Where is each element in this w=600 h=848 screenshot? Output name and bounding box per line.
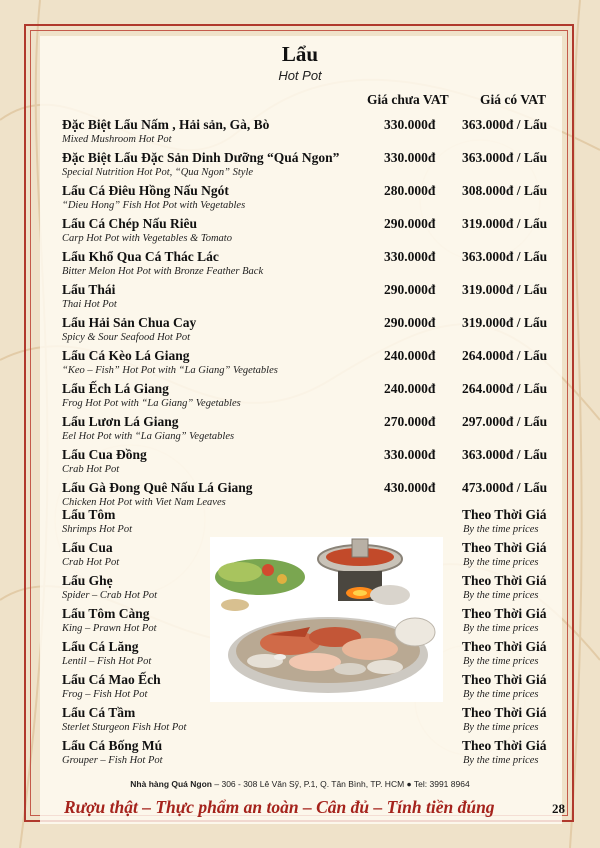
dish-name: Lẩu Ghẹ [62,573,113,588]
dish-name: Lẩu Ếch Lá Giang [62,381,169,396]
price-pre-vat: 330.000đ [384,117,436,132]
dish-english-name: Special Nutrition Hot Pot, “Qua Ngon” Style [62,167,254,178]
dish-name: Lẩu Cá Lăng [62,639,139,654]
market-price-label: Theo Thời Giá [462,705,547,720]
dish-english-name: Spider – Crab Hot Pot [62,590,158,601]
market-price-label: Theo Thời Giá [462,507,547,522]
footer-business-name: Nhà hàng Quá Ngon [130,779,212,789]
dish-name: Lẩu Cua Đồng [62,447,147,462]
price-pre-vat: 290.000đ [384,282,436,297]
dish-english-name: Lentil – Fish Hot Pot [62,656,152,667]
market-price-english: By the time prices [463,755,539,766]
menu-item [0,216,600,249]
dish-name: Lẩu Khổ Qua Cá Thác Lác [62,249,219,264]
dish-name: Lẩu Cá Mao Ếch [62,672,161,687]
menu-item [0,414,600,447]
market-price-label: Theo Thời Giá [462,672,547,687]
menu-item [0,348,600,381]
dish-english-name: Shrimps Hot Pot [62,524,133,535]
menu-item [0,183,600,216]
market-price-english: By the time prices [463,557,539,568]
menu-item-market-price [0,573,600,606]
market-price-english: By the time prices [463,590,539,601]
footer-address: Nhà hàng Quá Ngon – 306 - 308 Lê Văn Sỹ, P.1, Q. Tân Bình, TP. HCM ● Tel: 3991 8964 [130,779,470,789]
bullet-icon: ● [406,779,412,789]
menu-item [0,150,600,183]
menu-item [0,381,600,414]
dish-english-name: Sterlet Sturgeon Fish Hot Pot [62,722,187,733]
menu-item-market-price [0,705,600,738]
footer-slogan: Rượu thật – Thực phẩm an toàn – Cân đủ – Tính tiền đúng [64,797,495,817]
price-with-vat: 264.000đ / Lẩu [462,381,548,396]
dish-english-name: Carp Hot Pot with Vegetables & Tomato [62,233,232,244]
dish-name: Lẩu Gà Đong Quê Nấu Lá Giang [62,480,253,495]
dish-name: Lẩu Lươn Lá Giang [62,414,179,429]
dish-english-name: Thai Hot Pot [62,299,117,310]
dish-name: Lẩu Cá Bống Mú [62,738,163,753]
price-pre-vat: 330.000đ [384,447,436,462]
price-with-vat: 264.000đ / Lẩu [462,348,548,363]
price-pre-vat: 330.000đ [384,150,436,165]
dish-name: Lẩu Hải Sản Chua Cay [62,315,197,330]
menu-item-market-price [0,738,600,771]
market-price-label: Theo Thời Giá [462,606,547,621]
menu-subtitle: Hot Pot [278,68,322,83]
dish-english-name: Mixed Mushroom Hot Pot [62,134,172,145]
dish-english-name: Bitter Melon Hot Pot with Bronze Feather Back [62,266,264,277]
market-price-english: By the time prices [463,623,539,634]
dish-name: Lẩu Cá Tầm [62,705,136,720]
price-with-vat: 297.000đ / Lẩu [462,414,548,429]
dish-name: Lẩu Cua [62,540,113,555]
menu-title: Lẩu [281,42,319,66]
footer-phone: Tel: 3991 8964 [413,779,470,789]
dish-english-name: Spicy & Sour Seafood Hot Pot [62,332,191,343]
price-with-vat: 363.000đ / Lẩu [462,249,548,264]
dish-name: Lẩu Tôm [62,507,116,522]
market-price-english: By the time prices [463,722,539,733]
menu-item-market-price [0,639,600,672]
price-pre-vat: 330.000đ [384,249,436,264]
menu-item [0,447,600,480]
price-with-vat: 363.000đ / Lẩu [462,447,548,462]
dish-name: Lẩu Thái [62,282,116,297]
menu-item-market-price [0,672,600,705]
dish-english-name: Frog – Fish Hot Pot [62,689,148,700]
market-price-english: By the time prices [463,689,539,700]
menu-item-market-price [0,507,600,540]
dish-english-name: Crab Hot Pot [62,464,120,475]
price-pre-vat: 240.000đ [384,348,436,363]
price-with-vat: 319.000đ / Lẩu [462,315,548,330]
dish-english-name: Eel Hot Pot with “La Giang” Vegetables [62,431,235,442]
menu-item [0,282,600,315]
market-price-label: Theo Thời Giá [462,639,547,654]
price-pre-vat: 270.000đ [384,414,436,429]
price-with-vat: 363.000đ / Lẩu [462,150,548,165]
menu-item-market-price [0,606,600,639]
dish-name: Đặc Biệt Lẩu Đặc Sản Dinh Dưỡng “Quá Ngon” [62,150,340,165]
dish-english-name: Grouper – Fish Hot Pot [62,755,163,766]
dish-name: Lẩu Cá Điêu Hồng Nấu Ngót [62,183,229,198]
market-price-label: Theo Thời Giá [462,540,547,555]
menu-item [0,117,600,150]
price-with-vat: 363.000đ / Lẩu [462,117,548,132]
dish-english-name: Chicken Hot Pot with Viet Nam Leaves [62,497,226,508]
price-pre-vat: 290.000đ [384,216,436,231]
market-price-english: By the time prices [463,524,539,535]
page-number: 28 [552,801,565,816]
price-pre-vat: 290.000đ [384,315,436,330]
market-price-label: Theo Thời Giá [462,573,547,588]
price-with-vat: 319.000đ / Lẩu [462,282,548,297]
dish-english-name: “Keo – Fish” Hot Pot with “La Giang” Vegetables [62,365,278,376]
menu-item-market-price [0,540,600,573]
price-with-vat: 473.000đ / Lẩu [462,480,548,495]
price-with-vat: 308.000đ / Lẩu [462,183,548,198]
dish-name: Đặc Biệt Lẩu Nấm , Hải sản, Gà, Bò [62,117,270,132]
dish-english-name: Crab Hot Pot [62,557,120,568]
footer-street-address: 306 - 308 Lê Văn Sỹ, P.1, Q. Tân Bình, TP. HCM [221,779,405,789]
dish-english-name: “Dieu Hong” Fish Hot Pot with Vegetables [62,200,246,211]
dish-english-name: Frog Hot Pot with “La Giang” Vegetables [62,398,241,409]
column-header-price-with-vat: Giá có VAT [480,92,547,107]
dish-name: Lẩu Cá Chép Nấu Riêu [62,216,198,231]
menu-item [0,315,600,348]
price-pre-vat: 240.000đ [384,381,436,396]
price-with-vat: 319.000đ / Lẩu [462,216,548,231]
price-pre-vat: 280.000đ [384,183,436,198]
column-header-price-pre-vat: Giá chưa VAT [367,92,449,107]
market-price-label: Theo Thời Giá [462,738,547,753]
price-pre-vat: 430.000đ [384,480,436,495]
market-price-english: By the time prices [463,656,539,667]
menu-item [0,249,600,282]
dish-name: Lẩu Cá Kèo Lá Giang [62,348,190,363]
dish-name: Lẩu Tôm Càng [62,606,150,621]
dish-english-name: King – Prawn Hot Pot [62,623,157,634]
